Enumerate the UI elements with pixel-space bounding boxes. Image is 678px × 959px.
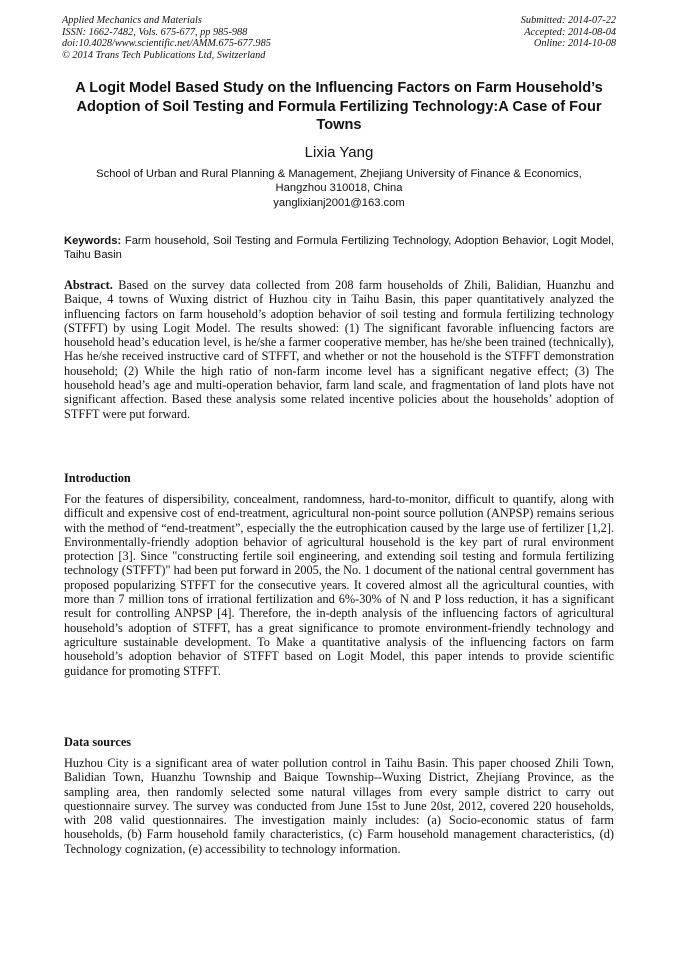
doi-line: doi:10.4028/www.scientific.net/AMM.675-677.985 xyxy=(62,38,271,50)
keywords-text: Farm household, Soil Testing and Formula Fertilizing Technology, Adoption Behavior, Logit Model, Taihu Basin xyxy=(64,235,615,262)
issn-line: ISSN: 1662-7482, Vols. 675-677, pp 985-988 xyxy=(62,26,248,38)
publication-info xyxy=(62,15,271,61)
affiliation xyxy=(62,167,616,210)
affiliation-city: Hangzhou 310018, China xyxy=(275,182,403,195)
abstract-label: Abstract. xyxy=(64,278,113,292)
accepted-date: Accepted: 2014-08-04 xyxy=(524,26,616,38)
affiliation-line: School of Urban and Rural Planning & Management, Zhejiang University of Finance & Economics, xyxy=(96,168,582,180)
author-email: yanglixianj2001@163.com xyxy=(273,196,405,209)
keywords-label: Keywords: xyxy=(64,235,122,247)
publication-dates xyxy=(521,15,616,50)
data-sources-heading: Data sources xyxy=(64,735,132,749)
copyright-line: © 2014 Trans Tech Publications Ltd, Switzerland xyxy=(62,49,266,61)
submitted-date: Submitted: 2014-07-22 xyxy=(520,15,616,26)
journal-header xyxy=(62,15,616,67)
keywords-block xyxy=(64,234,614,263)
introduction-heading: Introduction xyxy=(64,471,131,485)
introduction-text: For the features of dispersibility, concealment, randomness, hard-to-monitor, difficult to quantify, along with difficult and expensive cost of end-treatment, agricultural non-point source pollution (ANPSP) remains serious with the method of “end-treatment”, especially the the eutrophication caused by the large use of fertilizer [1,2]. Environmentally-friendly adoption behavior of agricultural household is the key part of rural environment protection [3]. Since "constructing fertile soil engineering, and extending soil testing and formula fertilizing technology (STFFT)" had been put forward in 2005, the No. 1 document of the national central government has proposed popularizing STFFT for the consecutive years. It covered almost all the agricultural counties, with more than 7 million tons of irrational fertilization and 6%-30% of N and P loss reduction, it has a significant result for controlling ANPSP [4]. Therefore, the in-depth analysis of the influencing factors of agricultural household’s adoption of STFFT, has a great significance to promote environment-friendly technology and agriculture sustainable development. To Make a quantitative analysis of the influencing factors on farm household’s adoption behavior of STFFT based on Logit Model, this paper intends to provide scientific guidance for promoting STFFT. xyxy=(64,492,614,678)
abstract-text: Based on the survey data collected from 208 farm households of Zhili, Balidian, Huanzhu and Baique, 4 towns of Wuxing district of Huzhou city in Taihu Basin, this paper quantitatively analyzed the influencing factors on farm household’s adoption behavior of soil testing and formula fertilizing technology (STFFT) by using Logit Model. The results showed: (1) The significant favorable influencing factors are household head’s education level, is he/she a farmer cooperative member, has he/she been trained (technically), Has he/she received instructive card of STFFT, and whether or not the household is the STFFT demonstration household; (2) While the high ratio of non-farm income level has a significant negative effect; (3) The household head’s age and multi-operation behavior, farm land scale, and fragmentation of land plots have not significant affection. Based these analysis some related incentive policies about the households’ adoption of STFFT were put forward. xyxy=(64,278,615,421)
journal-name: Applied Mechanics and Materials xyxy=(62,15,202,26)
abstract-block xyxy=(64,278,614,421)
paper-title: A Logit Model Based Study on the Influencing Factors on Farm Household’s Adoption of Soil Testing and Formula Fertilizing Technology:A Case of Four Towns xyxy=(75,80,603,133)
author-name: Lixia Yang xyxy=(304,144,374,161)
data-sources-text: Huzhou City is a significant area of water pollution control in Taihu Basin. This paper choosed Zhili Town, Balidian Town, Huanzhu Township and Baique Township--Wuxing District, Zhejiang Province, as the sampling area, then randomly selected some natural villages from every sample district to carry out questionnaire survey. The survey was conducted from June 15st to June 20st, 2012, covered 220 households, with 208 valid questionnaires. The investigation mainly includes: (a) Socio-economic status of farm households, (b) Farm household family characteristics, (c) Farm household management characteristics, (d) Technology cognization, (e) accessibility to technology information. xyxy=(64,756,614,856)
online-date: Online: 2014-10-08 xyxy=(533,38,616,50)
